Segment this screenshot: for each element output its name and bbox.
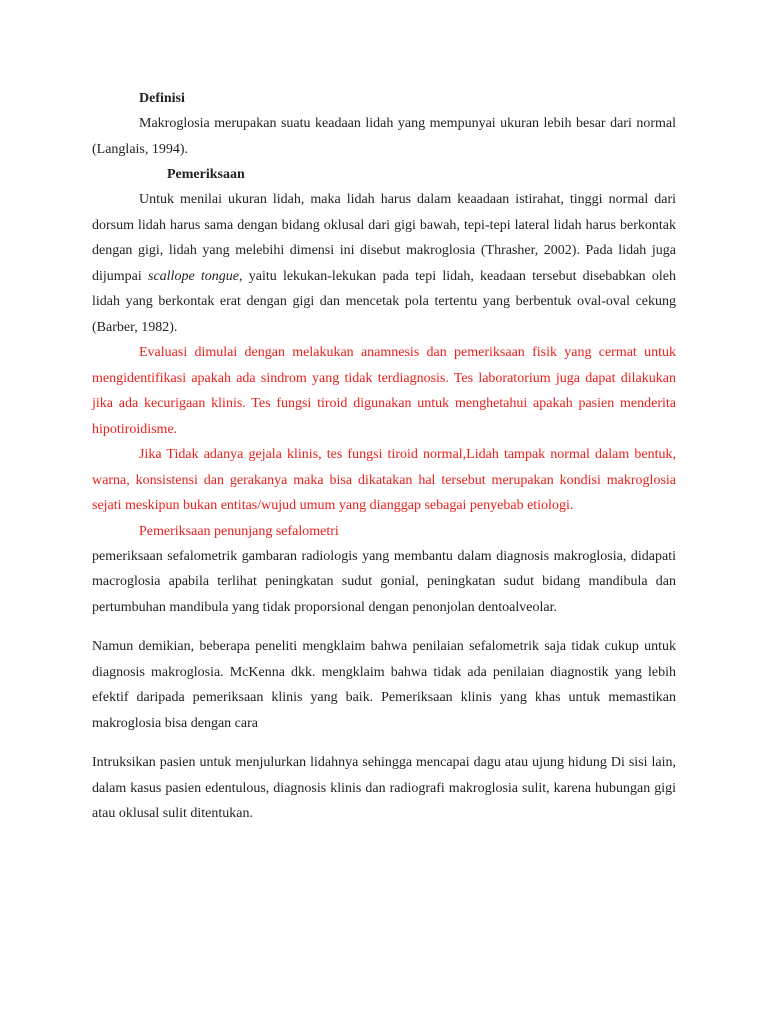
paragraph-gejala-klinis: Jika Tidak adanya gejala klinis, tes fungsi tiroid normal,Lidah tampak normal dalam bentuk, warna, konsistensi dan gerakanya maka bisa dikatakan hal tersebut merupakan kondisi makroglosia sejati meskipun bukan entitas/wujud umum yang dianggap sebagai penyebab etiologi. bbox=[92, 447, 676, 513]
paragraph-intruksi: Intruksikan pasien untuk menjulurkan lidahnya sehingga mencapai dagu atau ujung hidung Di sisi lain, dalam kasus pasien edentulous, diagnosis klinis dan radiografi makroglosia sulit, karena hubungan gigi atau oklusal sulit ditentukan. bbox=[92, 755, 676, 821]
paragraph-ukuran-lidah bbox=[92, 187, 676, 340]
paragraph-ukuran-lidah-text-end: , yaitu lekukan-lekukan pada tepi lidah, keadaan tersebut disebabkan oleh lidah yang berkontak erat dengan gigi dan mencetak pola tertentu yang berbentuk oval-oval cekung (Barber, 1982). bbox=[92, 268, 676, 335]
italic-term: scallope tongue bbox=[148, 268, 239, 284]
heading-pemeriksaan-penunjang: Pemeriksaan penunjang sefalometri bbox=[139, 523, 339, 539]
heading-pemeriksaan: Pemeriksaan bbox=[167, 167, 245, 182]
paragraph-definisi: Makroglosia merupakan suatu keadaan lidah yang mempunyai ukuran lebih besar dari normal (Langlais, 1994). bbox=[92, 116, 676, 157]
paragraph-ukuran-lidah-text: Untuk menilai ukuran lidah, maka lidah harus dalam keaadaan istirahat, tinggi normal dari dorsum lidah harus sama dengan bidang oklusal dari gigi bawah, tepi-tepi lateral lidah harus berkontak dengan gigi, lidah yang melebihi dimensi ini disebut makroglosia (Thrasher, 2002). Pada lidah juga dijumpai bbox=[92, 192, 676, 284]
paragraph-evaluasi: Evaluasi dimulai dengan melakukan anamnesis dan pemeriksaan fisik yang cermat untuk mengidentifikasi apakah ada sindrom yang tidak terdiagnosis. Tes laboratorium juga dapat dilakukan jika ada kecurigaan klinis. Tes fungsi tiroid digunakan untuk menghetahui apakah pasien menderita hipotiroidisme. bbox=[92, 345, 676, 437]
heading-definisi: Definisi bbox=[139, 91, 185, 106]
paragraph-penilaian: Namun demikian, beberapa peneliti mengklaim bahwa penilaian sefalometrik saja tidak cukup untuk diagnosis makroglosia. McKenna dkk. mengklaim bahwa tidak ada penilaian diagnostik yang lebih efektif daripada pemeriksaan klinis yang baik. Pemeriksaan klinis yang khas untuk memastikan makroglosia bisa dengan cara bbox=[92, 639, 676, 731]
paragraph-sefalometrik: pemeriksaan sefalometrik gambaran radiologis yang membantu dalam diagnosis makroglosia, didapati macroglosia apabila terlihat peningkatan sudut gonial, peningkatan sudut bidang mandibula dan pertumbuhan mandibula yang tidak proporsional dengan penonjolan dentoalveolar. bbox=[92, 548, 676, 615]
